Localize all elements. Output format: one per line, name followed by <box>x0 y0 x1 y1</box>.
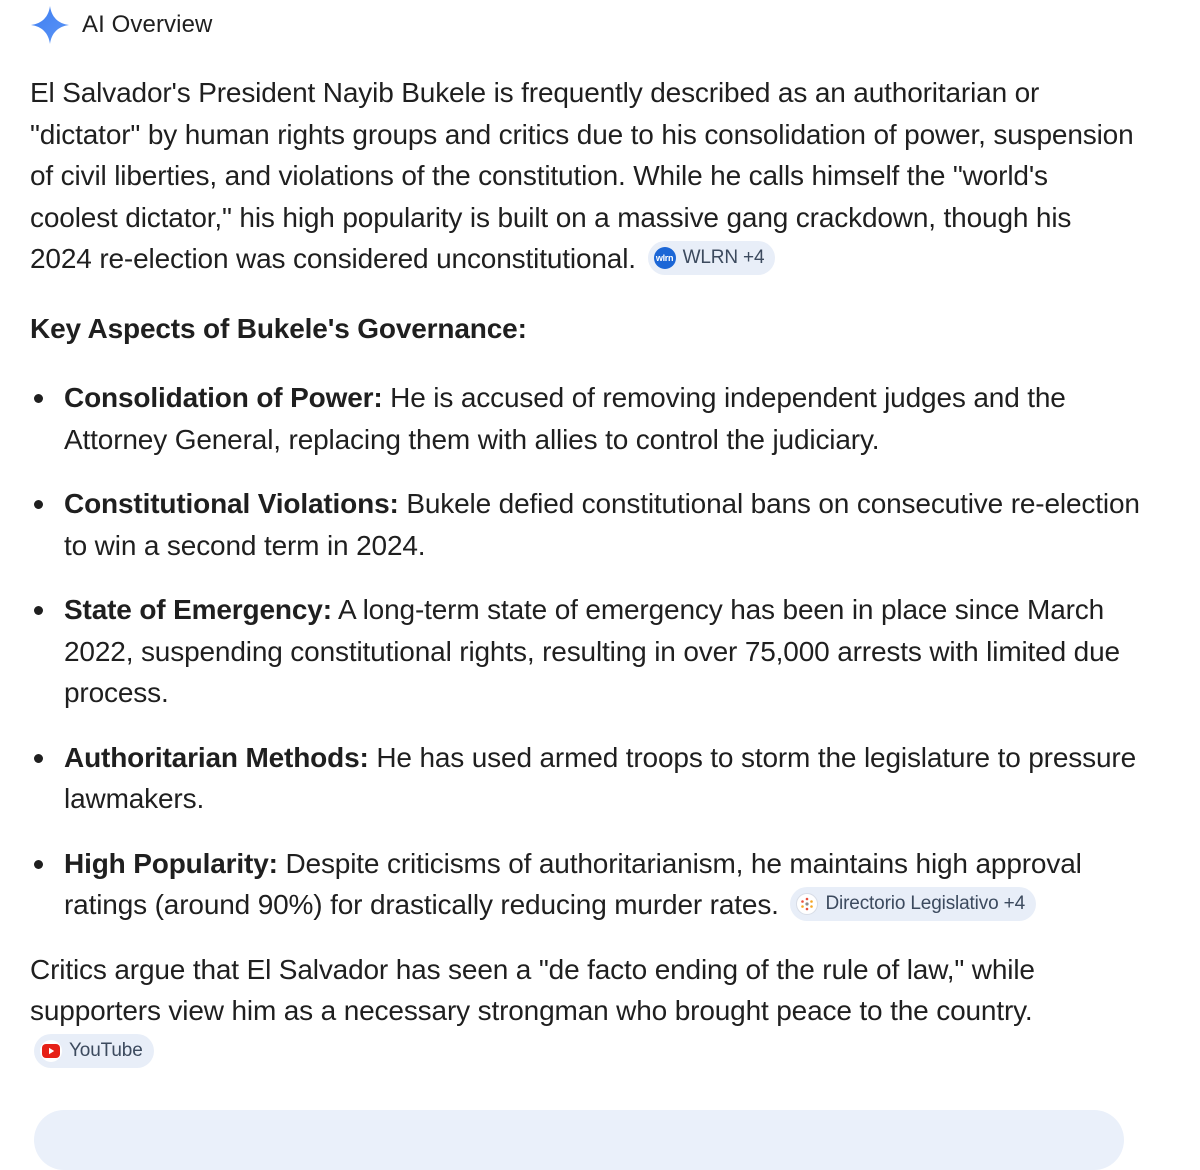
ai-overview-title: AI Overview <box>82 11 213 38</box>
list-item <box>30 589 1140 714</box>
source-chip-label: YouTube <box>69 1040 143 1062</box>
follow-up-box[interactable] <box>34 1110 1124 1170</box>
list-item <box>30 843 1140 926</box>
source-chip-wlrn[interactable] <box>648 241 776 275</box>
directorio-legislativo-logo-icon <box>796 893 818 915</box>
aspect-text: A long-term state of emergency has been in place since March 2022, suspending constitutional rights, resulting in over 75,000 arrests with limited due process. <box>64 594 1120 708</box>
aspect-term: High Popularity: <box>64 847 278 879</box>
intro-paragraph <box>30 72 1140 280</box>
ai-overview-content <box>30 72 1140 1073</box>
aspects-list <box>30 377 1140 926</box>
list-item <box>30 483 1140 566</box>
aspect-text: He is accused of removing independent judges and the Attorney General, replacing them with allies to control the judiciary. <box>64 382 1066 455</box>
wlrn-logo-icon: wlrn <box>654 247 676 269</box>
list-item <box>30 377 1140 460</box>
aspect-term: Consolidation of Power: <box>64 382 383 413</box>
youtube-icon <box>40 1040 62 1062</box>
aspect-text: Despite criticisms of authoritarianism, he maintains high approval ratings (around 90%) for drastically reducing murder rates. <box>64 847 1082 920</box>
source-chip-label: WLRN +4 <box>682 246 765 268</box>
intro-text: El Salvador's President Nayib Bukele is frequently described as an authoritarian or "dictator" by human rights groups and critics due to his consolidation of power, suspension of civil liberties, and violations of the constitution. While he calls himself the "world's coolest dictator," his high popularity is built on a massive gang crackdown, though his 2024 re-election was considered unconstitutional. <box>30 77 1134 274</box>
aspect-text: Bukele defied constitutional bans on consecutive re-election to win a second term in 2024. <box>64 488 1140 561</box>
aspect-term: Authoritarian Methods: <box>64 741 369 773</box>
closing-paragraph <box>30 949 1140 1074</box>
section-heading: Key Aspects of Bukele's Governance: <box>30 312 527 344</box>
aspect-text: He has used armed troops to storm the legislature to pressure lawmakers. <box>64 741 1136 814</box>
source-chip-youtube[interactable] <box>34 1034 154 1068</box>
closing-text: Critics argue that El Salvador has seen a "de facto ending of the rule of law," while supporters view him as a necessary strongman who brought peace to the country. <box>30 953 1035 1026</box>
list-item <box>30 737 1140 820</box>
ai-overview-header <box>30 4 212 46</box>
aspect-term: State of Emergency: <box>64 594 332 625</box>
sparkle-icon <box>30 5 70 45</box>
source-chip-directorio-legislativo[interactable] <box>790 887 1036 921</box>
aspect-term: Constitutional Violations: <box>64 488 399 519</box>
source-chip-label: Directorio Legislativo +4 <box>825 892 1025 914</box>
